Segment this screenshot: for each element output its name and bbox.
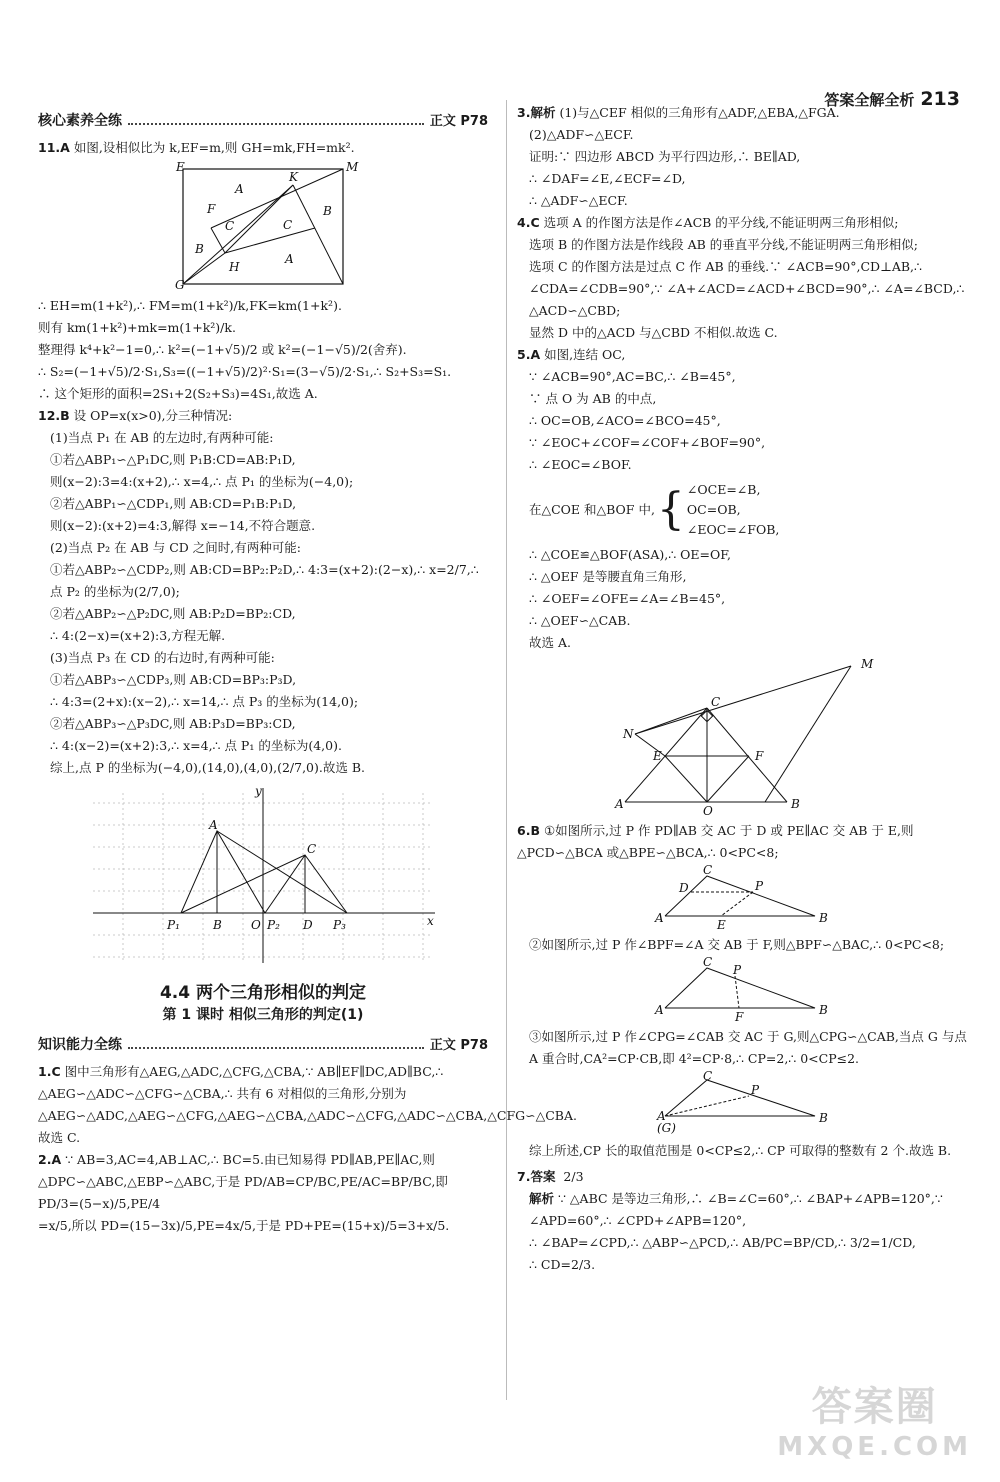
svg-text:A: A [654, 911, 664, 925]
svg-text:B: B [818, 911, 828, 925]
svg-text:P: P [732, 963, 741, 977]
section-heading-core: 核心素养全练 正文 P78 [38, 113, 488, 129]
watermark-logo: 答案圈 MXQE.COM [777, 1384, 972, 1462]
svg-text:C: C [702, 863, 712, 877]
left-column [38, 108, 577, 1237]
svg-text:C: C [702, 1069, 712, 1083]
svg-text:A: A [235, 182, 244, 196]
svg-text:A: A [656, 1109, 666, 1123]
rectangle-figure [173, 160, 359, 292]
coordinate-figure [83, 783, 443, 968]
svg-text:B: B [195, 242, 204, 256]
svg-text:G: G [175, 278, 185, 292]
question-11: 11.A 如图,设相似比为 k,EF=m,则 GH=mk,FH=mk². E M A K F B C C B H A G ∴ EH=m(1+k²),∴ FM=m(1+k²)/k,FK=km(1+k²). 则有 km(1+k²)+mk=m(1+k²)/k. 整理得 k⁴+k²−1=0,∴ k²=(−1+√5)/2 或 k²=(−1−√5)/2(舍弃). ∴ S₂=(−1+√5)/2·S₁,S₃=((−1+√5)/2)²·S₁=(3−√5)/2·S₁,∴ S₂+S₃=S₁. ∴ 这个矩形的面积=2S₁+2(S₂+S₃)=4S₁,故选 A. [38, 140, 452, 401]
svg-text:(G): (G) [656, 1121, 676, 1135]
svg-text:A: A [285, 252, 294, 266]
svg-text:D: D [303, 918, 313, 932]
brace-block: 在△COE 和△BOF 中, { ∠OCE=∠B, OC=OB, ∠EOC=∠FOB, [529, 482, 780, 537]
svg-text:P: P [754, 879, 763, 893]
svg-text:C: C [702, 955, 712, 969]
triangle-figure-q6-1 [654, 863, 835, 932]
svg-text:A: A [209, 818, 218, 832]
svg-text:D: D [678, 881, 689, 895]
svg-text:C: C [225, 219, 235, 233]
svg-text:P₁: P₁ [167, 918, 180, 932]
triangle-figure-q6-3 [655, 1069, 835, 1136]
svg-text:F: F [734, 1010, 743, 1024]
svg-text:M: M [860, 657, 873, 671]
svg-text:B: B [818, 1111, 828, 1125]
svg-text:C: C [307, 842, 317, 856]
question-3: 3.解析 (1)与△CEF 相似的三角形有△ADF,△EBA,△FGA. (2)△ADF∽△ECF. 证明:∵ 四边形 ABCD 为平行四边形,∴ BE∥AD, ∴ ∠DAF=∠E,∠ECF=∠D, ∴ △ADF∽△ECF. [517, 105, 840, 208]
triangle-figure-q5 [615, 658, 875, 816]
svg-text:P: P [750, 1083, 759, 1097]
question-2: 2.A ∵ AB=3,AC=4,AB⊥AC,∴ BC=5.由已知易得 PD∥AB,PE∥AC,则 △DPC∽△ABC,△EBP∽△ABC,于是 PD/AB=CP/BC,PE/AC=BP/BC,即 PD/3=(5−x)/5,PE/4 =x/5,所以 PD=(15−3x)/5,PE=4x/5,于是 PD+PE=(15+x)/5=3+x/5. [38, 1152, 450, 1233]
svg-text:A: A [614, 797, 624, 811]
question-5: 5.A 如图,连结 OC, ∵ ∠ACB=90°,AC=BC,∴ ∠B=45°, ∵ 点 O 为 AB 的中点, ∴ OC=OB,∠ACO=∠BCO=45°, ∵ ∠EOC+∠COF=∠COF+∠BOF=90°, ∴ ∠EOC=∠BOF. 在△COE 和△BOF 中, { ∠OCE=∠B, OC=OB, ∠EOC=∠FOB, ∴ △COE≌△BOF(ASA),∴ OE=OF, ∴ △OEF 是等腰直角三角形, ∴ ∠OEF=∠OFE=∠A=∠B=45°, ∴ △OEF∽△CAB. 故选 A. M C N E F A O B [517, 344, 972, 816]
svg-text:E: E [652, 749, 662, 763]
svg-text:y: y [255, 784, 262, 798]
svg-text:B: B [818, 1003, 828, 1017]
question-4: 4.C 选项 A 的作图方法是作∠ACB 的平分线,不能证明两三角形相似; 选项 B 的作图方法是作线段 AB 的垂直平分线,不能证明两三角形相似; 选项 C 的作图方法是过点 C 作 AB 的垂线.∵ ∠ACB=90°,CD⊥AB,∴ ∠CDA=∠CDB=90°,∵ ∠A+∠ACD=∠ACD+∠BCD=90°,∴ ∠A=∠BCD,∴ △ACD∽△CBD; 显然 D 中的△ACD 与△CBD 不相似.故选 C. [517, 215, 965, 340]
triangle-figure-q6-2 [654, 955, 835, 1024]
svg-text:C: C [710, 695, 720, 709]
svg-text:x: x [427, 914, 434, 928]
lesson-subtitle: 第 1 课时 相似三角形的判定(1) [162, 1007, 364, 1023]
svg-text:M: M [346, 160, 359, 174]
question-7: 7.答案 2/3 解析 ∵ △ABC 是等边三角形,∴ ∠B=∠C=60°,∴ ∠BAP+∠APB=120°,∵ ∠APD=60°,∴ ∠CPD+∠APB=120°, ∴ ∠BAP=∠CPD,∴ △ABP∽△PCD,∴ AB/PC=BP/CD,∴ 3/2=1/CD, ∴ CD=2/3. [517, 1169, 943, 1272]
right-column [517, 102, 972, 1276]
svg-text:O: O [702, 804, 713, 818]
column-divider [506, 100, 507, 1400]
svg-text:A: A [654, 1003, 664, 1017]
svg-text:P₃: P₃ [333, 918, 346, 932]
page-number: 213 [920, 88, 960, 110]
svg-text:F: F [207, 202, 216, 216]
svg-text:E: E [716, 918, 726, 932]
svg-text:O: O [251, 918, 261, 932]
svg-text:F: F [754, 749, 763, 763]
question-6: 6.B ①如图所示,过 P 作 PD∥AB 交 AC 于 D 或 PE∥AC 交 AB 于 E,则△PCD∽△BCA 或△BPE∽△BCA,∴ 0<PC<8; C D P A E B ②如图所示,过 P 作∠BPF=∠A 交 AB 于 F,则△BPF∽△BAC,∴ 0<PC<8; C P A F B ③如图所示,过 P 作∠CPG=∠CAB 交 AC 于 G,则△CPG∽△CAB,当点 G 与点 A 重合时,CA²=CP·CB,即 4²=CP·8,∴ CP=2,∴ 0<CP≤2. C P A (G) B 综上所述,CP 长的取值范围是 0<CP≤2,∴ CP 可取得的整数有 2 个.故选 B. [517, 823, 967, 1158]
svg-text:K: K [289, 170, 298, 184]
svg-text:N: N [622, 727, 633, 741]
svg-text:P₂: P₂ [267, 918, 280, 932]
lesson-title: 4.4 两个三角形相似的判定 [159, 983, 367, 1003]
svg-text:B: B [323, 204, 332, 218]
svg-text:C: C [283, 218, 293, 232]
question-12: 12.B 设 OP=x(x>0),分三种情况: (1)当点 P₁ 在 AB 的左边时,有两种可能: ①若△ABP₁∽△P₁DC,则 P₁B:CD=AB:P₁D, 则(x−2):3=4:(x+2),∴ x=4,∴ 点 P₁ 的坐标为(−4,0); ②若△ABP₁∽△CDP₁,则 AB:CD=P₁B:P₁D, 则(x−2):(x+2)=4:3,解得 x=−14,不符合题意. (2)当点 P₂ 在 AB 与 CD 之间时,有两种可能: ①若△ABP₂∽△CDP₂,则 AB:CD=BP₂:P₂D,∴ 4:3=(x+2):(2−x),∴ x=2/7,∴ 点 P₂ 的坐标为(2/7,0); ②若△ABP₂∽△P₂DC,则 AB:P₂D=BP₂:CD, ∴ 4:(2−x)=(x+2):3,方程无解. (3)当点 P₃ 在 CD 的右边时,有两种可能: ①若△ABP₃∽△CDP₃,则 AB:CD=BP₃:P₃D, ∴ 4:3=(2+x):(x−2),∴ x=14,∴ 点 P₃ 的坐标为(14,0); ②若△ABP₃∽△P₃DC,则 AB:P₃D=BP₃:CD, ∴ 4:(x−2)=(x+2):3,∴ x=4,∴ 点 P₁ 的坐标为(4,0). 综上,点 P 的坐标为(−4,0),(14,0),(4,0),(2/7,0).故选 B. y A C P₁ B O P₂ D P₃ x [38, 405, 488, 968]
svg-text:B: B [213, 918, 222, 932]
svg-text:E: E [176, 160, 185, 174]
svg-text:H: H [229, 260, 240, 274]
section-heading-knowledge: 知识能力全练 正文 P78 [38, 1037, 488, 1053]
svg-text:B: B [790, 797, 800, 811]
header-title: 答案全解全析 [824, 91, 915, 109]
question-1: 1.C 图中三角形有△AEG,△ADC,△CFG,△CBA,∵ AB∥EF∥DC,AD∥BC,∴ △AEG∽△ADC∽△CFG∽△CBA,∴ 共有 6 对相似的三角形,分别为△AEG∽△ADC,△AEG∽△CFG,△AEG∽△CBA,△ADC∽△CFG,△ADC∽△CBA,△CFG∽△CBA.故选 C. [38, 1064, 577, 1145]
